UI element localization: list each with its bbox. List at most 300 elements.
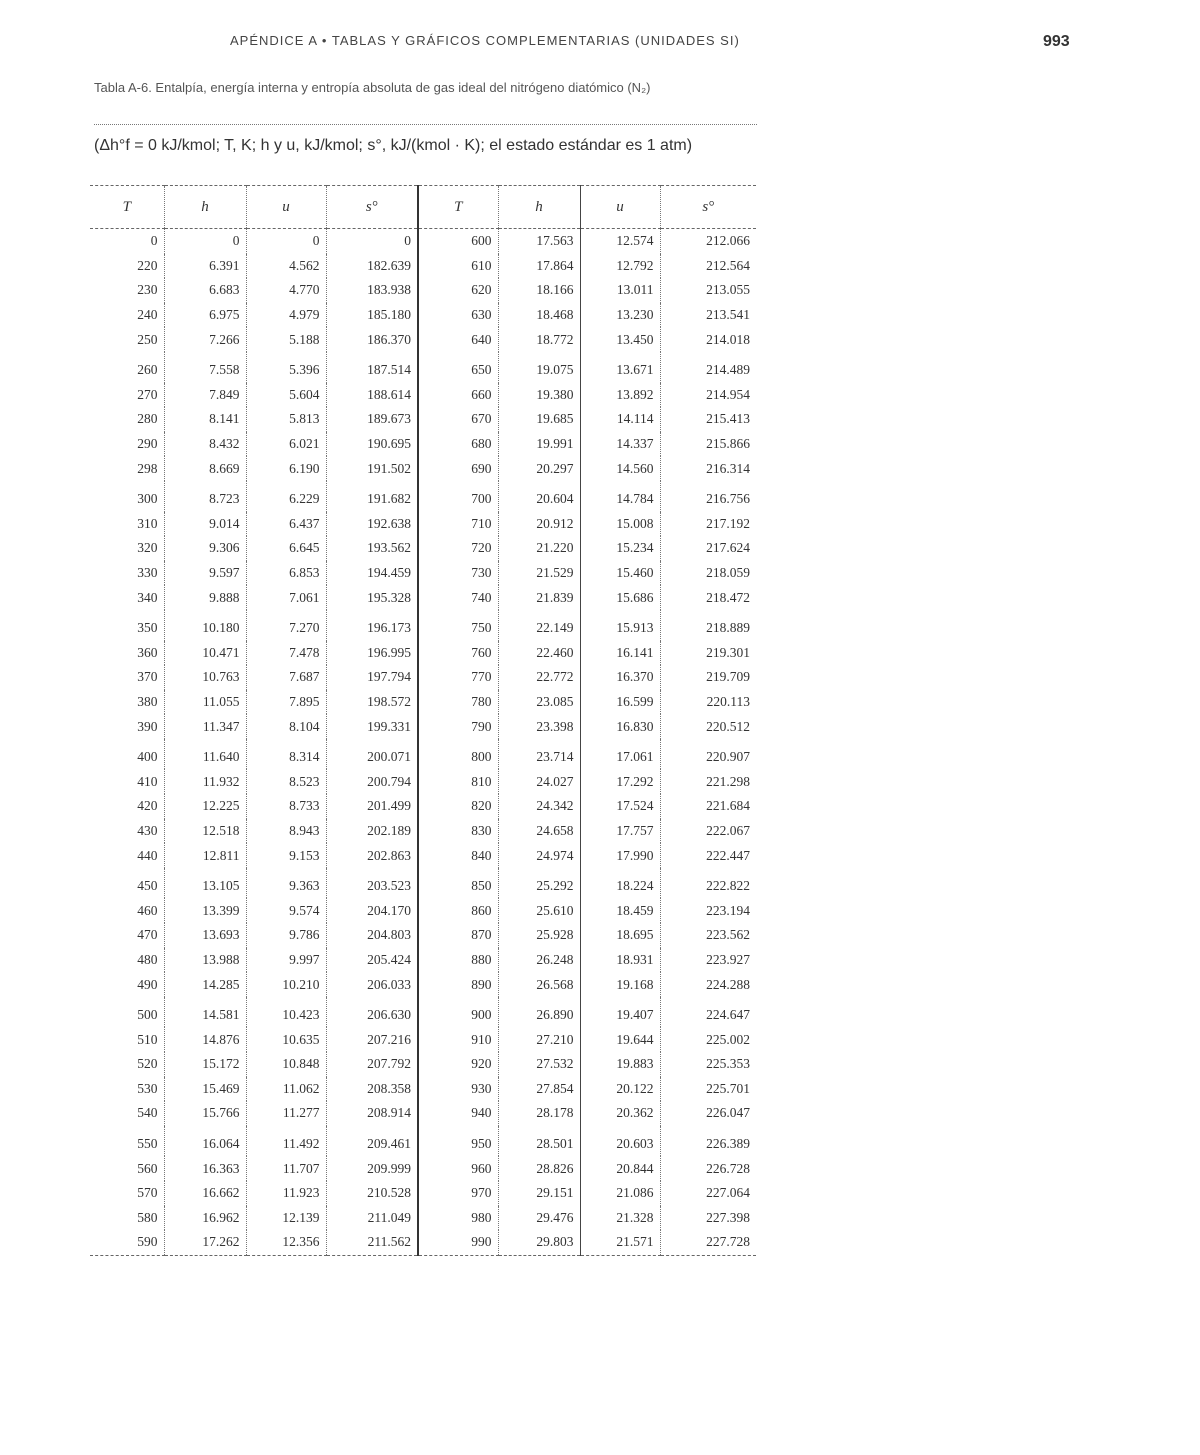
- cell-internal-energy: 19.168: [580, 972, 660, 997]
- cell-internal-energy: 12.574: [580, 229, 660, 254]
- cell-temperature: 870: [418, 923, 498, 948]
- cell-temperature: 500: [90, 997, 164, 1028]
- cell-enthalpy: 9.306: [164, 536, 246, 561]
- cell-temperature: 390: [90, 714, 164, 739]
- cell-internal-energy: 14.784: [580, 481, 660, 512]
- cell-entropy: 214.954: [706, 386, 750, 402]
- table-row: [90, 641, 756, 666]
- nitrogen-property-table: [90, 185, 756, 1256]
- cell-entropy: 220.113: [706, 693, 750, 709]
- cell-temperature: 770: [418, 665, 498, 690]
- cell-entropy: 219.301: [706, 644, 750, 660]
- table-row: [90, 254, 756, 279]
- table-row: [90, 407, 756, 432]
- cell-temperature: 850: [418, 868, 498, 899]
- cell-enthalpy: 13.399: [164, 898, 246, 923]
- table-row: [90, 1101, 756, 1126]
- cell-entropy: 202.189: [326, 819, 418, 844]
- cell-internal-energy: 8.104: [246, 714, 326, 739]
- cell-internal-energy: 7.061: [246, 585, 326, 610]
- table-row: [90, 585, 756, 610]
- cell-enthalpy: 12.225: [164, 794, 246, 819]
- cell-temperature: 220: [90, 254, 164, 279]
- table-row: [90, 843, 756, 868]
- cell-enthalpy: 23.714: [498, 739, 580, 770]
- cell-enthalpy: 13.693: [164, 923, 246, 948]
- cell-temperature: 540: [90, 1101, 164, 1126]
- cell-enthalpy: 25.928: [498, 923, 580, 948]
- table-row: [90, 948, 756, 973]
- cell-temperature: 600: [418, 229, 498, 254]
- cell-entropy: 221.298: [706, 773, 750, 789]
- cell-temperature: 960: [418, 1156, 498, 1181]
- cell-internal-energy: 4.770: [246, 278, 326, 303]
- table-row: [90, 536, 756, 561]
- cell-enthalpy: 20.604: [498, 481, 580, 512]
- cell-temperature: 660: [418, 383, 498, 408]
- cell-temperature: 280: [90, 407, 164, 432]
- table-row: [90, 432, 756, 457]
- cell-internal-energy: 8.733: [246, 794, 326, 819]
- cell-internal-energy: 5.813: [246, 407, 326, 432]
- cell-temperature: 380: [90, 690, 164, 715]
- cell-internal-energy: 16.599: [580, 690, 660, 715]
- cell-temperature: 630: [418, 303, 498, 328]
- table-row: [90, 714, 756, 739]
- cell-entropy: 218.472: [706, 589, 750, 605]
- cell-entropy: 206.033: [326, 972, 418, 997]
- cell-enthalpy: 21.220: [498, 536, 580, 561]
- cell-temperature: 520: [90, 1052, 164, 1077]
- cell-entropy: 201.499: [326, 794, 418, 819]
- running-head: APÉNDICE A • TABLAS Y GRÁFICOS COMPLEMENTARIAS (UNIDADES SI): [230, 33, 740, 48]
- table-row: [90, 352, 756, 383]
- cell-enthalpy: 19.075: [498, 352, 580, 383]
- cell-entropy: 0: [326, 229, 418, 254]
- cell-internal-energy: 5.188: [246, 327, 326, 352]
- cell-enthalpy: 10.180: [164, 610, 246, 641]
- cell-enthalpy: 14.581: [164, 997, 246, 1028]
- cell-entropy: 220.512: [706, 718, 750, 734]
- table-row: [90, 383, 756, 408]
- cell-temperature: 250: [90, 327, 164, 352]
- cell-internal-energy: 7.687: [246, 665, 326, 690]
- cell-temperature: 930: [418, 1077, 498, 1102]
- cell-internal-energy: 20.122: [580, 1077, 660, 1102]
- cell-temperature: 910: [418, 1027, 498, 1052]
- cell-temperature: 860: [418, 898, 498, 923]
- cell-temperature: 298: [90, 456, 164, 481]
- table-row: [90, 794, 756, 819]
- cell-enthalpy: 20.912: [498, 512, 580, 537]
- cell-internal-energy: 21.086: [580, 1181, 660, 1206]
- cell-internal-energy: 20.844: [580, 1156, 660, 1181]
- cell-entropy: 182.639: [326, 254, 418, 279]
- cell-enthalpy: 7.849: [164, 383, 246, 408]
- cell-temperature: 370: [90, 665, 164, 690]
- cell-temperature: 420: [90, 794, 164, 819]
- cell-entropy: 185.180: [326, 303, 418, 328]
- cell-internal-energy: 9.786: [246, 923, 326, 948]
- cell-internal-energy: 13.671: [580, 352, 660, 383]
- cell-internal-energy: 21.328: [580, 1206, 660, 1231]
- cell-internal-energy: 6.437: [246, 512, 326, 537]
- cell-entropy: 199.331: [326, 714, 418, 739]
- header-enthalpy: h: [164, 186, 246, 229]
- cell-internal-energy: 15.913: [580, 610, 660, 641]
- cell-internal-energy: 8.314: [246, 739, 326, 770]
- cell-enthalpy: 18.468: [498, 303, 580, 328]
- cell-enthalpy: 18.772: [498, 327, 580, 352]
- cell-entropy: 212.066: [706, 233, 750, 249]
- cell-entropy: 197.794: [326, 665, 418, 690]
- cell-temperature: 640: [418, 327, 498, 352]
- table-row: [90, 739, 756, 770]
- cell-enthalpy: 24.974: [498, 843, 580, 868]
- cell-enthalpy: 6.391: [164, 254, 246, 279]
- cell-internal-energy: 18.459: [580, 898, 660, 923]
- cell-internal-energy: 12.792: [580, 254, 660, 279]
- cell-entropy: 207.216: [326, 1027, 418, 1052]
- cell-internal-energy: 10.848: [246, 1052, 326, 1077]
- cell-temperature: 240: [90, 303, 164, 328]
- cell-temperature: 700: [418, 481, 498, 512]
- table-row: [90, 769, 756, 794]
- cell-entropy: 196.173: [326, 610, 418, 641]
- cell-enthalpy: 16.962: [164, 1206, 246, 1231]
- table-row: [90, 456, 756, 481]
- table-row: [90, 1052, 756, 1077]
- cell-internal-energy: 13.011: [580, 278, 660, 303]
- cell-enthalpy: 11.347: [164, 714, 246, 739]
- cell-entropy: 208.914: [326, 1101, 418, 1126]
- cell-temperature: 760: [418, 641, 498, 666]
- cell-enthalpy: 27.532: [498, 1052, 580, 1077]
- cell-enthalpy: 23.398: [498, 714, 580, 739]
- cell-enthalpy: 27.210: [498, 1027, 580, 1052]
- cell-entropy: 219.709: [706, 669, 750, 685]
- cell-temperature: 460: [90, 898, 164, 923]
- cell-enthalpy: 6.683: [164, 278, 246, 303]
- table-row: [90, 512, 756, 537]
- cell-enthalpy: 10.763: [164, 665, 246, 690]
- cell-internal-energy: 5.396: [246, 352, 326, 383]
- cell-internal-energy: 13.892: [580, 383, 660, 408]
- cell-enthalpy: 7.266: [164, 327, 246, 352]
- cell-enthalpy: 11.932: [164, 769, 246, 794]
- cell-entropy: 204.170: [326, 898, 418, 923]
- table-units-note: (Δh°f = 0 kJ/kmol; T, K; h y u, kJ/kmol; s°, kJ/(kmol · K); el estado estándar es 1 atm): [94, 137, 693, 154]
- cell-entropy: 222.822: [706, 878, 750, 894]
- cell-entropy: 211.049: [326, 1206, 418, 1231]
- cell-internal-energy: 6.190: [246, 456, 326, 481]
- cell-internal-energy: 13.450: [580, 327, 660, 352]
- cell-temperature: 620: [418, 278, 498, 303]
- table-row: [90, 819, 756, 844]
- cell-entropy: 223.194: [706, 902, 750, 918]
- cell-enthalpy: 10.471: [164, 641, 246, 666]
- cell-enthalpy: 6.975: [164, 303, 246, 328]
- cell-internal-energy: 9.153: [246, 843, 326, 868]
- cell-temperature: 710: [418, 512, 498, 537]
- cell-internal-energy: 11.277: [246, 1101, 326, 1126]
- cell-internal-energy: 14.560: [580, 456, 660, 481]
- cell-entropy: 217.624: [706, 540, 750, 556]
- cell-entropy: 191.682: [326, 481, 418, 512]
- cell-temperature: 480: [90, 948, 164, 973]
- cell-temperature: 990: [418, 1230, 498, 1255]
- cell-entropy: 227.398: [706, 1209, 750, 1225]
- cell-entropy: 200.794: [326, 769, 418, 794]
- cell-temperature: 320: [90, 536, 164, 561]
- cell-internal-energy: 11.707: [246, 1156, 326, 1181]
- cell-enthalpy: 9.014: [164, 512, 246, 537]
- cell-internal-energy: 16.830: [580, 714, 660, 739]
- cell-internal-energy: 7.478: [246, 641, 326, 666]
- cell-internal-energy: 9.363: [246, 868, 326, 899]
- cell-entropy: 207.792: [326, 1052, 418, 1077]
- cell-temperature: 830: [418, 819, 498, 844]
- cell-entropy: 223.927: [706, 951, 750, 967]
- cell-temperature: 980: [418, 1206, 498, 1231]
- cell-entropy: 216.756: [706, 491, 750, 507]
- cell-internal-energy: 7.895: [246, 690, 326, 715]
- cell-entropy: 226.728: [706, 1160, 750, 1176]
- cell-internal-energy: 11.492: [246, 1126, 326, 1157]
- cell-temperature: 300: [90, 481, 164, 512]
- cell-enthalpy: 15.469: [164, 1077, 246, 1102]
- cell-enthalpy: 16.064: [164, 1126, 246, 1157]
- cell-internal-energy: 15.686: [580, 585, 660, 610]
- cell-entropy: 198.572: [326, 690, 418, 715]
- cell-entropy: 223.562: [706, 927, 750, 943]
- table-row: [90, 972, 756, 997]
- cell-entropy: 218.889: [706, 620, 750, 636]
- cell-entropy: 194.459: [326, 561, 418, 586]
- cell-internal-energy: 15.234: [580, 536, 660, 561]
- cell-temperature: 920: [418, 1052, 498, 1077]
- cell-entropy: 225.002: [706, 1031, 750, 1047]
- cell-enthalpy: 29.803: [498, 1230, 580, 1255]
- caption-divider: [94, 124, 757, 125]
- cell-entropy: 216.314: [706, 460, 750, 476]
- cell-temperature: 470: [90, 923, 164, 948]
- cell-internal-energy: 14.114: [580, 407, 660, 432]
- cell-temperature: 530: [90, 1077, 164, 1102]
- cell-internal-energy: 6.229: [246, 481, 326, 512]
- cell-enthalpy: 22.772: [498, 665, 580, 690]
- cell-internal-energy: 6.645: [246, 536, 326, 561]
- cell-enthalpy: 14.876: [164, 1027, 246, 1052]
- cell-entropy: 208.358: [326, 1077, 418, 1102]
- cell-entropy: 224.288: [706, 976, 750, 992]
- cell-enthalpy: 17.563: [498, 229, 580, 254]
- cell-temperature: 840: [418, 843, 498, 868]
- cell-temperature: 900: [418, 997, 498, 1028]
- cell-temperature: 810: [418, 769, 498, 794]
- cell-temperature: 730: [418, 561, 498, 586]
- cell-temperature: 510: [90, 1027, 164, 1052]
- table-row: [90, 481, 756, 512]
- cell-enthalpy: 15.766: [164, 1101, 246, 1126]
- cell-enthalpy: 28.501: [498, 1126, 580, 1157]
- cell-temperature: 880: [418, 948, 498, 973]
- cell-internal-energy: 15.008: [580, 512, 660, 537]
- cell-enthalpy: 26.890: [498, 997, 580, 1028]
- cell-temperature: 270: [90, 383, 164, 408]
- cell-internal-energy: 4.979: [246, 303, 326, 328]
- cell-temperature: 690: [418, 456, 498, 481]
- cell-temperature: 780: [418, 690, 498, 715]
- table-row: [90, 898, 756, 923]
- table-row: [90, 1230, 756, 1255]
- cell-enthalpy: 11.055: [164, 690, 246, 715]
- cell-temperature: 410: [90, 769, 164, 794]
- cell-temperature: 820: [418, 794, 498, 819]
- table-row: [90, 1156, 756, 1181]
- cell-entropy: 214.489: [706, 362, 750, 378]
- cell-enthalpy: 8.432: [164, 432, 246, 457]
- cell-entropy: 217.192: [706, 515, 750, 531]
- header-temperature: T: [418, 186, 498, 229]
- cell-enthalpy: 22.460: [498, 641, 580, 666]
- cell-internal-energy: 11.062: [246, 1077, 326, 1102]
- cell-temperature: 330: [90, 561, 164, 586]
- cell-entropy: 187.514: [326, 352, 418, 383]
- cell-temperature: 560: [90, 1156, 164, 1181]
- cell-internal-energy: 6.853: [246, 561, 326, 586]
- cell-internal-energy: 10.210: [246, 972, 326, 997]
- cell-internal-energy: 12.356: [246, 1230, 326, 1255]
- cell-temperature: 400: [90, 739, 164, 770]
- cell-entropy: 209.999: [326, 1156, 418, 1181]
- cell-entropy: 213.055: [706, 282, 750, 298]
- cell-enthalpy: 23.085: [498, 690, 580, 715]
- cell-enthalpy: 8.723: [164, 481, 246, 512]
- table-row: [90, 327, 756, 352]
- cell-entropy: 224.647: [706, 1007, 750, 1023]
- cell-entropy: 196.995: [326, 641, 418, 666]
- cell-temperature: 650: [418, 352, 498, 383]
- table-body: [90, 229, 756, 1256]
- cell-temperature: 680: [418, 432, 498, 457]
- page-number: 993: [1043, 33, 1070, 50]
- cell-enthalpy: 28.178: [498, 1101, 580, 1126]
- cell-entropy: 227.064: [706, 1185, 750, 1201]
- cell-enthalpy: 26.248: [498, 948, 580, 973]
- cell-entropy: 218.059: [706, 565, 750, 581]
- table-row: [90, 997, 756, 1028]
- cell-enthalpy: 17.262: [164, 1230, 246, 1255]
- cell-temperature: 0: [90, 229, 164, 254]
- cell-entropy: 226.047: [706, 1105, 750, 1121]
- cell-internal-energy: 19.644: [580, 1027, 660, 1052]
- cell-enthalpy: 28.826: [498, 1156, 580, 1181]
- cell-entropy: 195.328: [326, 585, 418, 610]
- table-row: [90, 278, 756, 303]
- cell-internal-energy: 16.370: [580, 665, 660, 690]
- header-entropy: s°: [326, 186, 418, 229]
- cell-temperature: 490: [90, 972, 164, 997]
- cell-enthalpy: 0: [164, 229, 246, 254]
- cell-temperature: 790: [418, 714, 498, 739]
- header-enthalpy: h: [498, 186, 580, 229]
- cell-entropy: 206.630: [326, 997, 418, 1028]
- table-row: [90, 923, 756, 948]
- table-row: [90, 229, 756, 254]
- cell-entropy: 227.728: [660, 1230, 756, 1255]
- cell-temperature: 290: [90, 432, 164, 457]
- cell-enthalpy: 24.342: [498, 794, 580, 819]
- cell-internal-energy: 15.460: [580, 561, 660, 586]
- cell-entropy: 183.938: [326, 278, 418, 303]
- cell-entropy: 222.447: [706, 847, 750, 863]
- cell-entropy: 214.018: [706, 331, 750, 347]
- cell-temperature: 890: [418, 972, 498, 997]
- header-temperature: T: [90, 186, 164, 229]
- cell-internal-energy: 10.635: [246, 1027, 326, 1052]
- table-row: [90, 1077, 756, 1102]
- cell-internal-energy: 7.270: [246, 610, 326, 641]
- cell-temperature: 800: [418, 739, 498, 770]
- table-row: [90, 1126, 756, 1157]
- header-internal-energy: u: [580, 186, 660, 229]
- cell-internal-energy: 18.695: [580, 923, 660, 948]
- cell-enthalpy: 9.597: [164, 561, 246, 586]
- cell-enthalpy: 14.285: [164, 972, 246, 997]
- cell-internal-energy: 12.139: [246, 1206, 326, 1231]
- cell-entropy: 211.562: [326, 1230, 418, 1255]
- cell-temperature: 550: [90, 1126, 164, 1157]
- cell-temperature: 430: [90, 819, 164, 844]
- cell-enthalpy: 18.166: [498, 278, 580, 303]
- cell-internal-energy: 6.021: [246, 432, 326, 457]
- cell-entropy: 190.695: [326, 432, 418, 457]
- table-row: [90, 1206, 756, 1231]
- cell-enthalpy: 25.292: [498, 868, 580, 899]
- cell-internal-energy: 17.292: [580, 769, 660, 794]
- cell-entropy: 189.673: [326, 407, 418, 432]
- cell-temperature: 340: [90, 585, 164, 610]
- cell-internal-energy: 20.603: [580, 1126, 660, 1157]
- cell-enthalpy: 25.610: [498, 898, 580, 923]
- table-row: [90, 1027, 756, 1052]
- cell-entropy: 193.562: [326, 536, 418, 561]
- cell-temperature: 670: [418, 407, 498, 432]
- table-row: [90, 561, 756, 586]
- table-caption: Tabla A-6. Entalpía, energía interna y entropía absoluta de gas ideal del nitrógeno diatómico (N₂): [94, 80, 651, 95]
- cell-temperature: 580: [90, 1206, 164, 1231]
- cell-enthalpy: 29.151: [498, 1181, 580, 1206]
- cell-internal-energy: 21.571: [580, 1230, 660, 1255]
- cell-enthalpy: 8.669: [164, 456, 246, 481]
- table-row: [90, 303, 756, 328]
- cell-temperature: 720: [418, 536, 498, 561]
- header-entropy: s°: [660, 186, 756, 229]
- cell-internal-energy: 19.883: [580, 1052, 660, 1077]
- cell-internal-energy: 8.943: [246, 819, 326, 844]
- cell-enthalpy: 19.685: [498, 407, 580, 432]
- cell-enthalpy: 19.380: [498, 383, 580, 408]
- cell-internal-energy: 19.407: [580, 997, 660, 1028]
- cell-enthalpy: 13.988: [164, 948, 246, 973]
- cell-internal-energy: 17.524: [580, 794, 660, 819]
- cell-enthalpy: 24.658: [498, 819, 580, 844]
- cell-internal-energy: 17.061: [580, 739, 660, 770]
- cell-enthalpy: 9.888: [164, 585, 246, 610]
- cell-entropy: 202.863: [326, 843, 418, 868]
- cell-enthalpy: 16.363: [164, 1156, 246, 1181]
